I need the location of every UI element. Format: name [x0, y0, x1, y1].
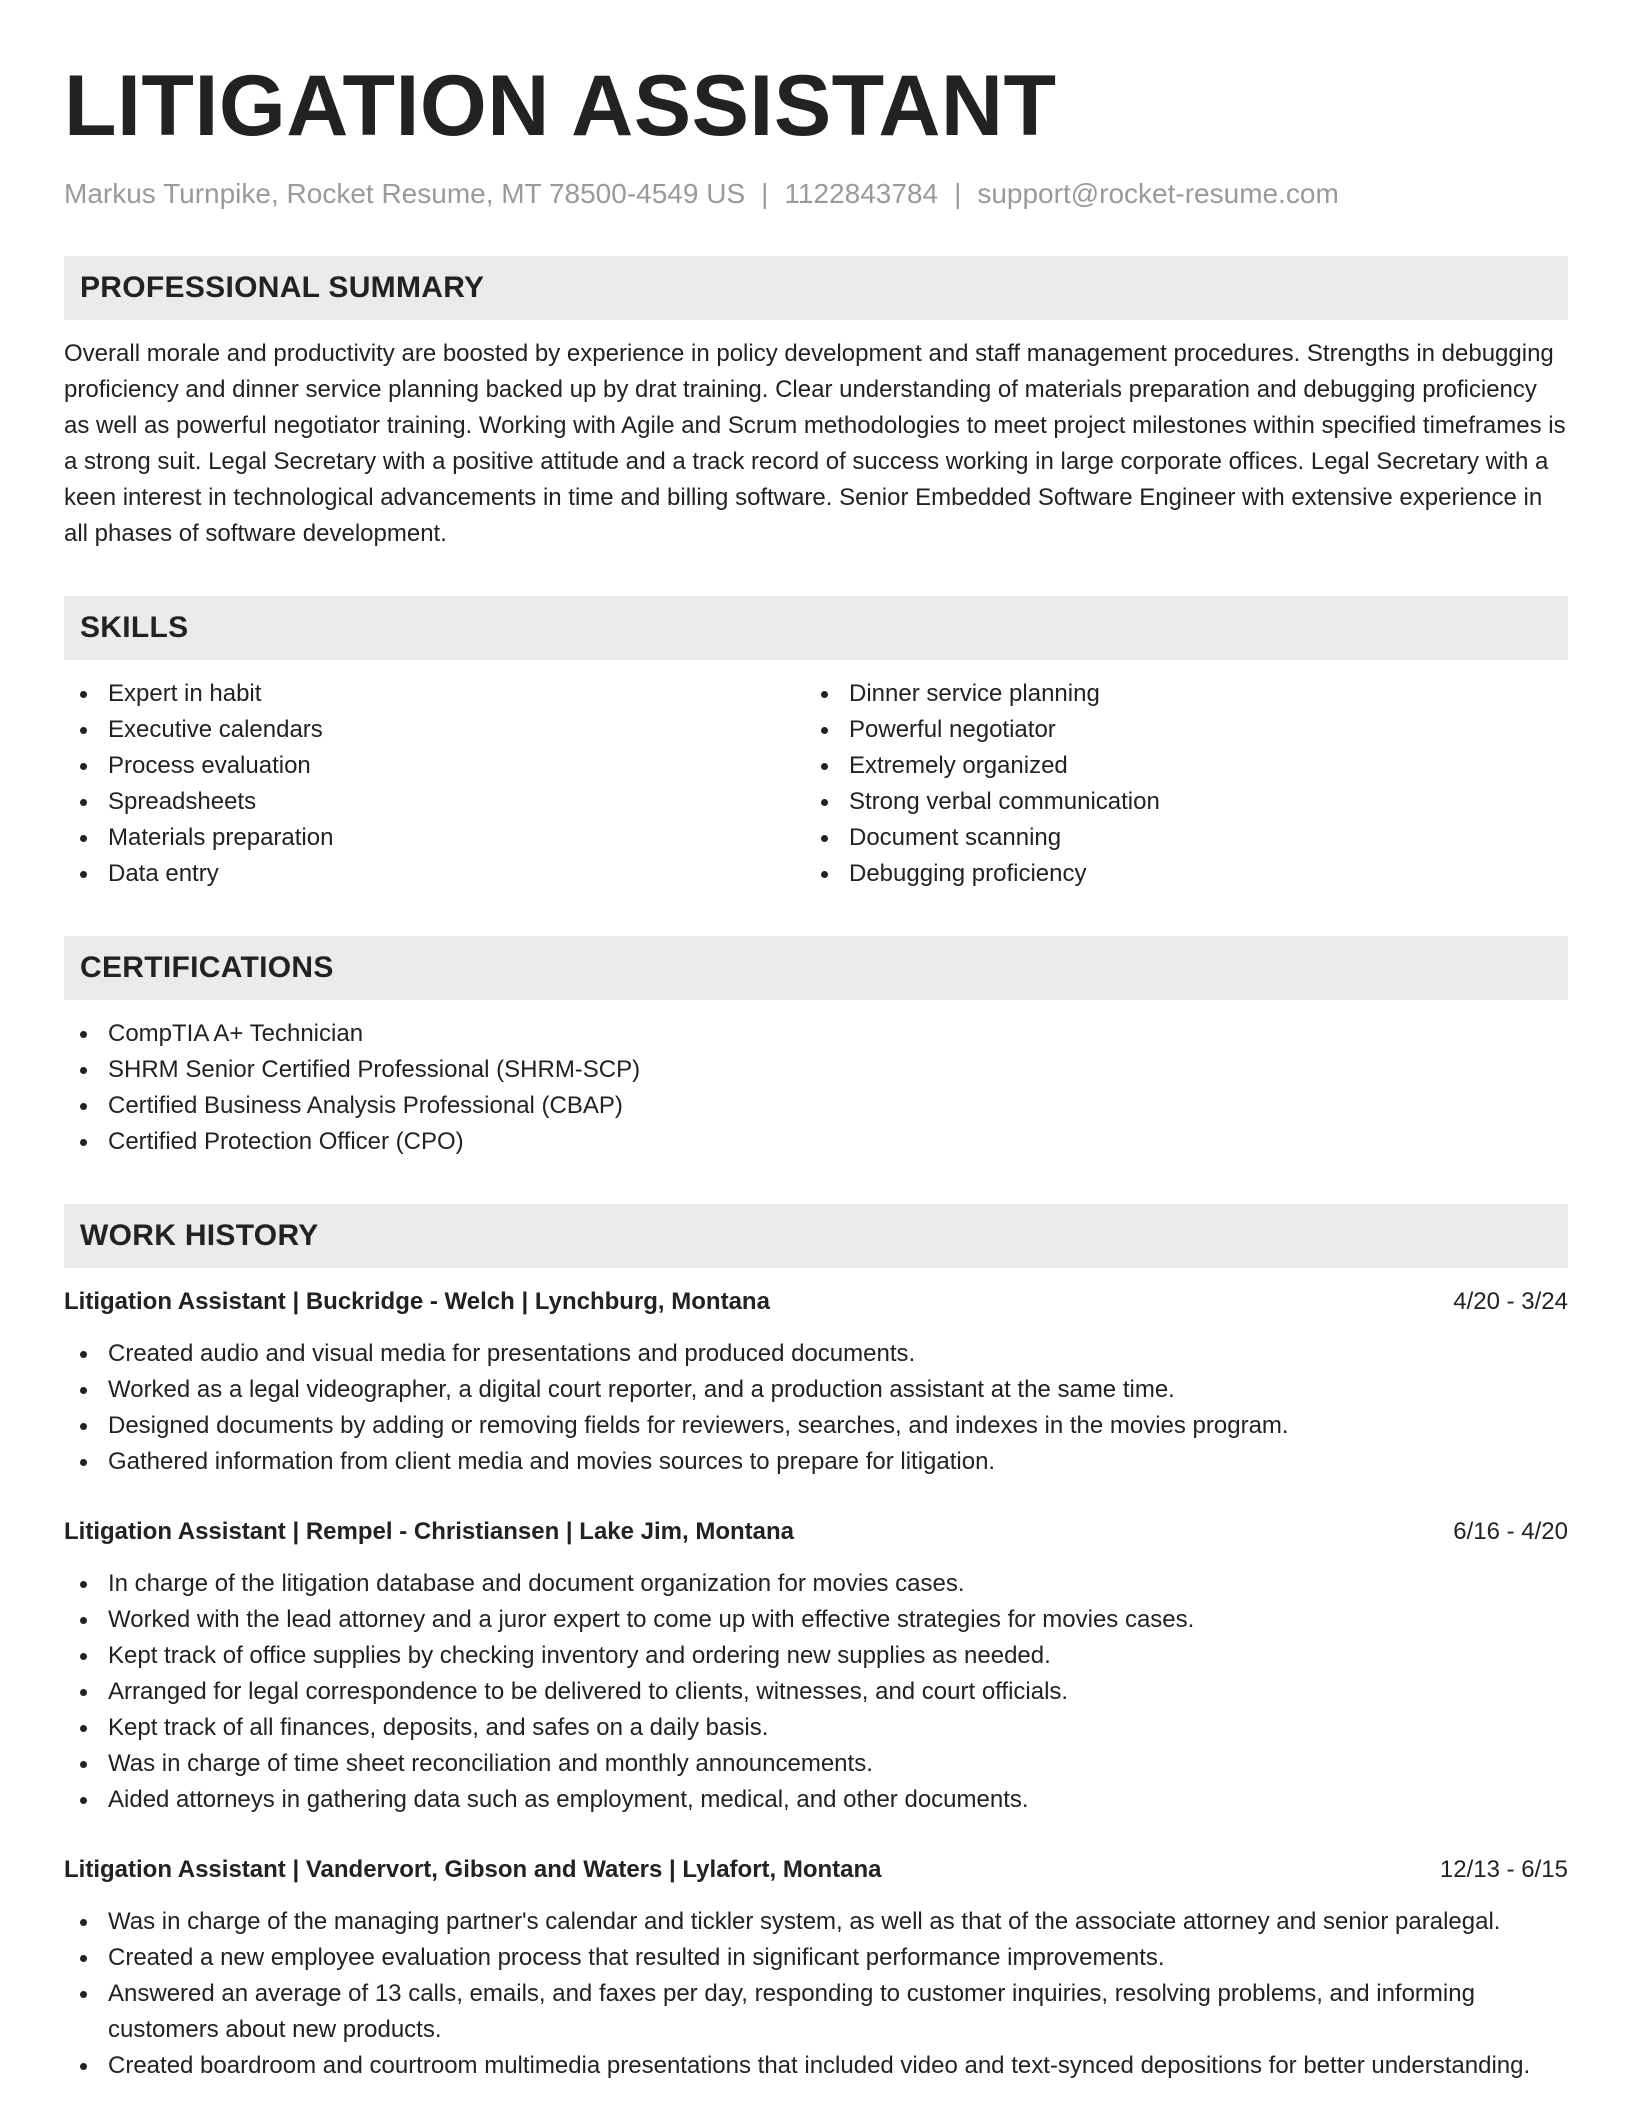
job-bullet: Worked with the lead attorney and a juror expert to come up with effective strategies for movies cases. — [64, 1602, 1568, 1638]
skill-item: Strong verbal communication — [805, 784, 1546, 820]
job-bullet: Was in charge of time sheet reconciliation and monthly announcements. — [64, 1746, 1568, 1782]
certifications-list — [64, 1016, 1568, 1160]
job-bullet: Answered an average of 13 calls, emails, and faxes per day, responding to customer inquiries, resolving problems, and informing customers about new products. — [64, 1976, 1568, 2048]
resume-title: LITIGATION ASSISTANT — [64, 58, 1057, 154]
summary-text: Overall morale and productivity are boosted by experience in policy development and staff management procedures. Strengths in debugging proficiency and dinner service planning backed up by drat training. Clear understanding of materials preparation and debugging proficiency as well as powerful negotiator training. Working with Agile and Scrum methodologies to meet project milestones within specified timeframes is a strong suit. Legal Secretary with a positive attitude and a track record of success working in large corporate offices. Legal Secretary with a keen interest in technological advancements in time and billing software. Senior Embedded Software Engineer with extensive experience in all phases of software development. — [64, 340, 1566, 547]
job-bullet: Worked as a legal videographer, a digital court reporter, and a production assistant at the same time. — [64, 1372, 1568, 1408]
contact-separator: | — [761, 178, 769, 209]
section-header-summary — [64, 256, 1568, 320]
skill-item: Dinner service planning — [805, 676, 1546, 712]
section-title: PROFESSIONAL SUMMARY — [80, 271, 485, 304]
job-header — [64, 1284, 1568, 1320]
skill-item: Process evaluation — [64, 748, 805, 784]
job-entry — [64, 1852, 1568, 2084]
job-dates: 4/20 - 3/24 — [1453, 1288, 1568, 1315]
job-bullet: Created boardroom and courtroom multimedia presentations that included video and text-synced depositions for better understanding. — [64, 2048, 1568, 2084]
section-title: WORK HISTORY — [80, 1219, 319, 1252]
job-entry — [64, 1284, 1568, 1480]
job-bullet: Created a new employee evaluation process that resulted in significant performance improvements. — [64, 1940, 1568, 1976]
contact-separator: | — [954, 178, 962, 209]
skill-item: Materials preparation — [64, 820, 805, 856]
job-bullet: In charge of the litigation database and document organization for movies cases. — [64, 1566, 1568, 1602]
skill-item: Executive calendars — [64, 712, 805, 748]
skills-column-right — [805, 676, 1546, 892]
skill-item: Extremely organized — [805, 748, 1546, 784]
skills-list — [64, 676, 1568, 892]
job-bullet: Kept track of office supplies by checking inventory and ordering new supplies as needed. — [64, 1638, 1568, 1674]
skill-item: Debugging proficiency — [805, 856, 1546, 892]
job-bullet: Created audio and visual media for presentations and produced documents. — [64, 1336, 1568, 1372]
job-title: Litigation Assistant | Buckridge - Welch | Lynchburg, Montana — [64, 1288, 770, 1315]
skill-item: Document scanning — [805, 820, 1546, 856]
skill-item: Expert in habit — [64, 676, 805, 712]
contact-phone: 1122843784 — [784, 178, 939, 209]
job-bullets — [64, 1566, 1568, 1818]
job-dates: 12/13 - 6/15 — [1439, 1856, 1568, 1883]
contact-email: support@rocket-resume.com — [977, 178, 1339, 209]
job-bullet: Gathered information from client media and movies sources to prepare for litigation. — [64, 1444, 1568, 1480]
job-bullets — [64, 1904, 1568, 2084]
skill-item: Powerful negotiator — [805, 712, 1546, 748]
section-header-skills — [64, 596, 1568, 660]
job-bullet: Kept track of all finances, deposits, and safes on a daily basis. — [64, 1710, 1568, 1746]
job-dates: 6/16 - 4/20 — [1453, 1518, 1568, 1545]
job-bullet: Designed documents by adding or removing fields for reviewers, searches, and indexes in the movies program. — [64, 1408, 1568, 1444]
certification-item: Certified Protection Officer (CPO) — [64, 1124, 1568, 1160]
contact-address: Markus Turnpike, Rocket Resume, MT 78500-4549 US — [64, 178, 746, 209]
job-bullet: Was in charge of the managing partner's calendar and tickler system, as well as that of the associate attorney and senior paralegal. — [64, 1904, 1568, 1940]
section-title: CERTIFICATIONS — [80, 951, 334, 984]
job-bullets — [64, 1336, 1568, 1480]
certification-item: SHRM Senior Certified Professional (SHRM-SCP) — [64, 1052, 1568, 1088]
job-title: Litigation Assistant | Vandervort, Gibson and Waters | Lylafort, Montana — [64, 1856, 882, 1883]
certification-item: CompTIA A+ Technician — [64, 1016, 1568, 1052]
section-title: SKILLS — [80, 611, 189, 644]
skills-column-left — [64, 676, 805, 892]
certification-item: Certified Business Analysis Professional (CBAP) — [64, 1088, 1568, 1124]
job-title: Litigation Assistant | Rempel - Christiansen | Lake Jim, Montana — [64, 1518, 795, 1545]
job-entry — [64, 1514, 1568, 1818]
contact-line — [64, 176, 1568, 212]
section-header-certifications — [64, 936, 1568, 1000]
skill-item: Spreadsheets — [64, 784, 805, 820]
section-header-work-history — [64, 1204, 1568, 1268]
job-header — [64, 1852, 1568, 1888]
job-header — [64, 1514, 1568, 1550]
skill-item: Data entry — [64, 856, 805, 892]
job-bullet: Aided attorneys in gathering data such as employment, medical, and other documents. — [64, 1782, 1568, 1818]
job-bullet: Arranged for legal correspondence to be delivered to clients, witnesses, and court officials. — [64, 1674, 1568, 1710]
